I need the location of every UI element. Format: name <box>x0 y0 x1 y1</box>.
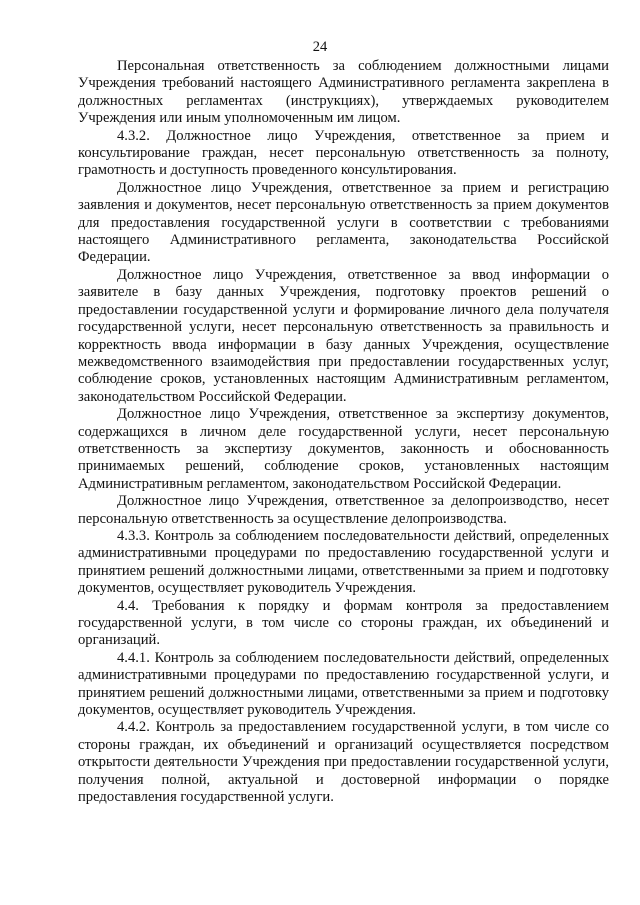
paragraph-4-4-1: 4.4.1. Контроль за соблюдением последовательности действий, определенных административными процедурами по предоставлению государственной услуги, и принятием решений должностными лицами, ответственными за прием и подготовку документов, осуществляет руководитель Учреждения. <box>78 649 609 719</box>
paragraph-records-responsibility: Должностное лицо Учреждения, ответственное за делопроизводство, несет персональную ответственность за осуществление делопроизводства. <box>78 493 609 527</box>
paragraph-expertise-responsibility: Должностное лицо Учреждения, ответственное за экспертизу документов, содержащихся в личном деле государственной услуги, несет персональную ответственность за экспертизу документов, законность и обоснованность принимаемых решений, соблюдение сроков, установленных настоящим Административным регламентом, законодательством Российской Федерации. <box>78 406 609 492</box>
paragraph-4-4-2: 4.4.2. Контроль за предоставлением государственной услуги, в том числе со стороны граждан, их объединений и организаций осуществляется посредством открытости деятельности Учреждения при предоставлении государственной услуги, получения полной, актуальной и достоверной информации о порядке предоставления государственной услуги. <box>78 719 609 806</box>
page-number: 24 <box>312 39 328 55</box>
paragraph-data-entry-responsibility: Должностное лицо Учреждения, ответственное за ввод информации о заявителе в базу данных Учреждения, подготовку проектов решений о предоставлении государственной услуги и формирование личного дела получателя государственной услуги, несет персональную ответственность за правильность и корректность ввода информации в базу данных Учреждения, осуществление межведомственного взаимодействия при предоставлении государственных услуг, соблюдение сроков, установленных настоящим Административным регламентом, законодательством Российской Федерации. <box>78 266 609 405</box>
document-body <box>78 58 609 806</box>
paragraph-4-4: 4.4. Требования к порядку и формам контроля за предоставлением государственной услуги, в том числе со стороны граждан, их объединений и организаций. <box>78 597 609 649</box>
paragraph-registration-responsibility: Должностное лицо Учреждения, ответственное за прием и регистрацию заявления и документов, несет персональную ответственность за прием документов для предоставления государственной услуги в соответствии с требованиями настоящего Административного регламента, законодательства Российской Федерации. <box>78 179 609 266</box>
paragraph-personal-responsibility: Персональная ответственность за соблюдением должностными лицами Учреждения требований настоящего Административного регламента закреплена в должностных регламентах (инструкциях), утверждаемых руководителем Учреждения или иным уполномоченным им лицом. <box>78 58 609 127</box>
paragraph-4-3-2: 4.3.2. Должностное лицо Учреждения, ответственное за прием и консультирование граждан, несет персональную ответственность за полноту, грамотность и доступность проведенного консультирования. <box>78 127 609 179</box>
paragraph-4-3-3: 4.3.3. Контроль за соблюдением последовательности действий, определенных административными процедурами по предоставлению государственной услуги и принятием решений должностными лицами, ответственными за прием и подготовку документов, осуществляет руководитель Учреждения. <box>78 527 609 597</box>
